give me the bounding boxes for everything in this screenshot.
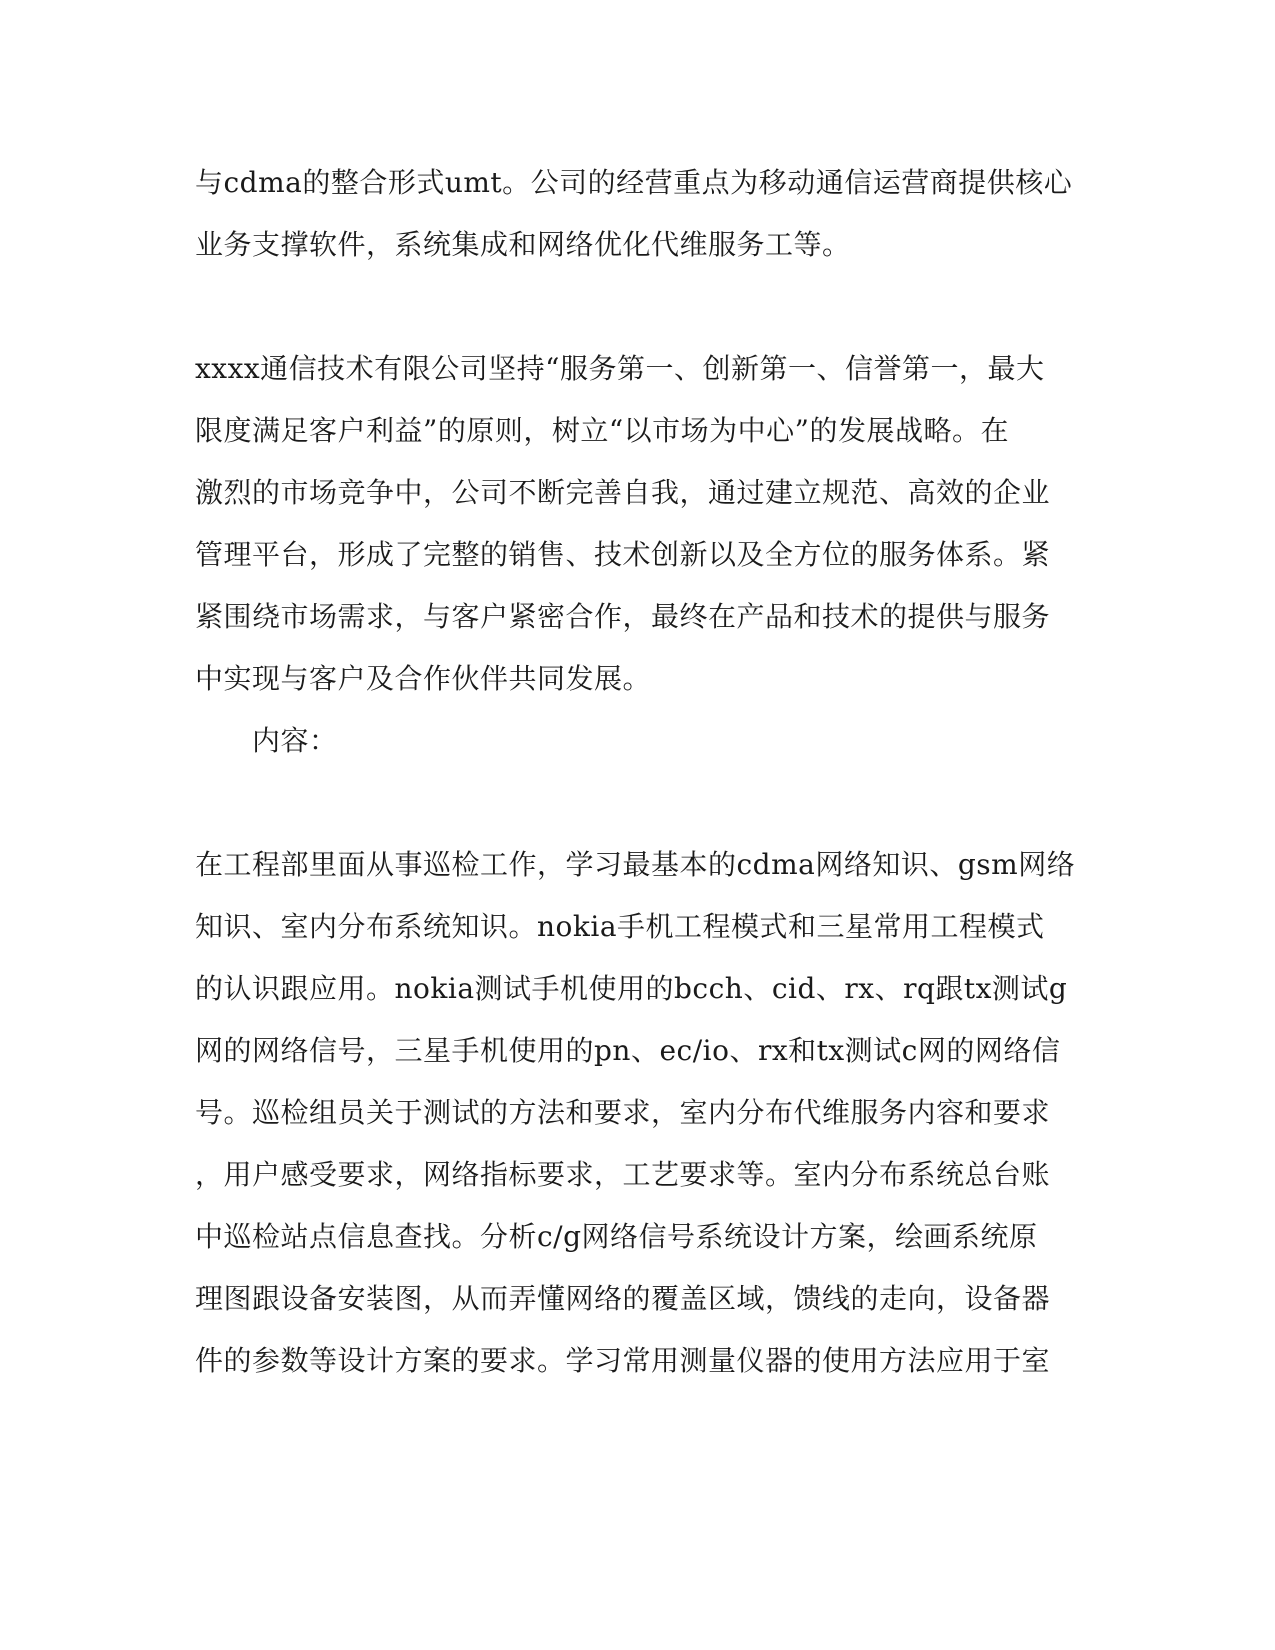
text-line: 中巡检站点信息查找。分析c/g网络信号系统设计方案，绘画系统原 xyxy=(195,1220,1038,1253)
text-line: 业务支撑软件，系统集成和网络优化代维服务工等。 xyxy=(195,228,851,261)
text-line: 管理平台，形成了完整的销售、技术创新以及全方位的服务体系。紧 xyxy=(195,538,1051,571)
text-line: 的认识跟应用。nokia测试手机使用的bcch、cid、rx、rq跟tx测试g xyxy=(195,972,1068,1005)
text-line: 与cdma的整合形式umt。公司的经营重点为移动通信运营商提供核心 xyxy=(195,166,1073,199)
text-line: 件的参数等设计方案的要求。学习常用测量仪器的使用方法应用于室 xyxy=(195,1344,1051,1377)
text-line: 限度满足客户利益”的原则，树立“以市场为中心”的发展战略。在 xyxy=(195,414,1009,447)
section-label: 内容： xyxy=(252,724,338,757)
text-line: 激烈的市场竞争中，公司不断完善自我，通过建立规范、高效的企业 xyxy=(195,476,1051,509)
text-line: 紧围绕市场需求，与客户紧密合作，最终在产品和技术的提供与服务 xyxy=(195,600,1051,633)
text-line: xxxx通信技术有限公司坚持“服务第一、创新第一、信誉第一，最大 xyxy=(195,352,1045,385)
text-line: ，用户感受要求，网络指标要求，工艺要求等。室内分布系统总台账 xyxy=(195,1158,1051,1191)
text-line: 网的网络信号，三星手机使用的pn、ec/io、rx和tx测试c网的网络信 xyxy=(195,1034,1061,1067)
text-line: 号。巡检组员关于测试的方法和要求，室内分布代维服务内容和要求 xyxy=(195,1096,1051,1129)
text-line: 理图跟设备安装图，从而弄懂网络的覆盖区域，馈线的走向，设备器 xyxy=(195,1282,1051,1315)
text-line: 中实现与客户及合作伙伴共同发展。 xyxy=(195,662,652,695)
text-line: 知识、室内分布系统知识。nokia手机工程模式和三星常用工程模式 xyxy=(195,910,1045,943)
text-line: 在工程部里面从事巡检工作，学习最基本的cdma网络知识、gsm网络 xyxy=(195,848,1076,881)
